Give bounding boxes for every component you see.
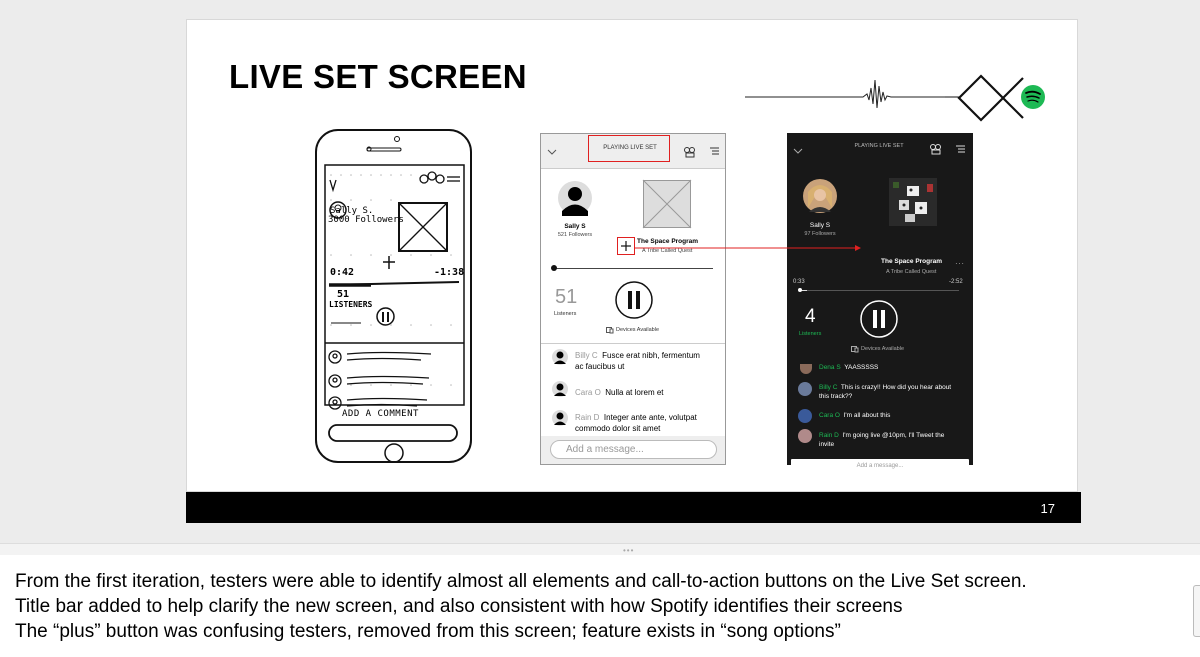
sketch-name: Sally S. xyxy=(330,206,374,216)
hifi-screen xyxy=(787,133,973,469)
wire-comment-2: Cara O Nulla at lorem et xyxy=(575,388,664,397)
divider xyxy=(541,343,725,344)
wireframe-screen xyxy=(540,133,726,465)
hifi-comment-1: Dena S YAASSSSS xyxy=(819,364,879,371)
sketch-time-elapsed: 0:42 xyxy=(330,267,355,278)
hifi-comment-4: Rain D I'm going live @10pm, I'll Tweet the xyxy=(819,432,945,439)
devices-icon[interactable] xyxy=(851,346,859,353)
comment-avatar xyxy=(552,349,568,365)
hifi-track-title: The Space Program xyxy=(881,258,943,265)
avatar[interactable] xyxy=(557,180,593,216)
more-options-icon[interactable]: ··· xyxy=(955,259,965,268)
hifi-listeners-label: Listeners xyxy=(799,331,822,337)
queue-icon[interactable] xyxy=(956,145,966,154)
album-art xyxy=(889,178,937,226)
hifi-user-name: Sally S xyxy=(809,222,831,229)
hifi-comment-3: Cara O I'm all about this xyxy=(819,412,891,419)
avatar[interactable] xyxy=(802,178,838,214)
spotify-icon xyxy=(1021,85,1045,109)
diamond-icon xyxy=(959,76,1003,120)
notes-line-1: From the first iteration, testers were able to identify almost all elements and call-to-action buttons on the Live Set screen. xyxy=(15,571,1027,592)
grip-icon[interactable]: ••• xyxy=(623,546,635,555)
comment-avatar xyxy=(798,429,812,443)
chevron-down-icon[interactable] xyxy=(547,149,557,157)
wire-listeners-label: Listeners xyxy=(554,311,577,317)
wire-track-artist: A Tribe Called Quest xyxy=(642,248,693,254)
sketch-listeners-label: LISTENERS xyxy=(329,300,373,309)
hifi-comment-2: Billy C This is crazy!! How did you hear about xyxy=(819,384,952,391)
slide xyxy=(186,19,1078,492)
wire-comment-3-cont: commodo dolor sit amet xyxy=(575,424,661,433)
hifi-comment-4-cont: invite xyxy=(819,441,835,448)
slide-footer xyxy=(186,492,1081,523)
slide-number: 17 xyxy=(1040,501,1055,516)
message-placeholder: Add a message... xyxy=(856,463,904,469)
wire-comment-1: Billy C Fusce erat nibh, fermentum xyxy=(575,351,700,360)
hifi-header-title: PLAYING LIVE SET xyxy=(854,143,904,149)
notes-line-3: The “plus” button was confusing testers, removed from this screen; feature exists in “song options” xyxy=(15,621,841,642)
hifi-devices[interactable]: Devices Available xyxy=(861,346,905,352)
wire-track-title: The Space Program xyxy=(637,238,699,245)
chevron-down-icon[interactable] xyxy=(793,148,803,156)
plus-icon[interactable] xyxy=(620,240,632,252)
comment-avatar xyxy=(552,381,568,397)
sketch-listeners-count: 51 xyxy=(337,289,350,300)
hifi-comment-2-cont: this track?? xyxy=(819,393,853,400)
progress-thumb[interactable] xyxy=(798,288,802,292)
group-icon[interactable] xyxy=(683,146,697,158)
notes-scrollbar[interactable] xyxy=(1193,585,1200,637)
header-decoration xyxy=(745,50,1065,130)
notes-line-2: Title bar added to help clarify the new screen, and also consistent with how Spotify identifies their screens xyxy=(15,596,903,617)
pause-button[interactable] xyxy=(859,299,899,339)
pause-button[interactable] xyxy=(614,280,654,320)
speaker-notes[interactable] xyxy=(0,555,1200,657)
wire-user-followers: 521 Followers xyxy=(557,232,593,238)
sketch-time-remaining: -1:38 xyxy=(434,267,465,278)
hifi-time-remaining: -2:52 xyxy=(949,279,963,285)
hifi-track-artist: A Tribe Called Quest xyxy=(886,269,937,275)
queue-icon[interactable] xyxy=(710,147,720,156)
slide-title: LIVE SET SCREEN xyxy=(229,58,527,95)
wire-comment-1-cont: ac faucibus ut xyxy=(575,362,625,371)
progress-thumb[interactable] xyxy=(551,265,557,271)
progress-track[interactable] xyxy=(553,268,713,269)
wire-listeners-count: 51 xyxy=(555,286,578,308)
group-icon[interactable] xyxy=(929,143,943,155)
comment-avatar xyxy=(798,409,812,423)
hifi-time-elapsed: 0:33 xyxy=(793,279,805,285)
comment-avatar xyxy=(798,382,812,396)
wire-devices[interactable]: Devices Available xyxy=(616,327,660,333)
album-art-placeholder xyxy=(643,180,691,228)
hifi-listeners-count: 4 xyxy=(805,306,816,327)
sketch-followers: 3000 Followers xyxy=(328,215,404,225)
sketch-comment-button: ADD A COMMENT xyxy=(342,409,419,419)
hifi-user-followers: 97 Followers xyxy=(804,231,836,237)
message-placeholder: Add a message... xyxy=(566,444,644,455)
progress-track[interactable] xyxy=(799,290,959,291)
wire-header-title: PLAYING LIVE SET xyxy=(603,145,657,151)
wire-comment-3: Rain D Integer ante ante, volutpat xyxy=(575,413,697,422)
comment-avatar xyxy=(800,364,812,374)
comment-avatar xyxy=(552,410,568,426)
wire-user-name: Sally S xyxy=(564,223,586,230)
devices-icon[interactable] xyxy=(606,327,614,334)
